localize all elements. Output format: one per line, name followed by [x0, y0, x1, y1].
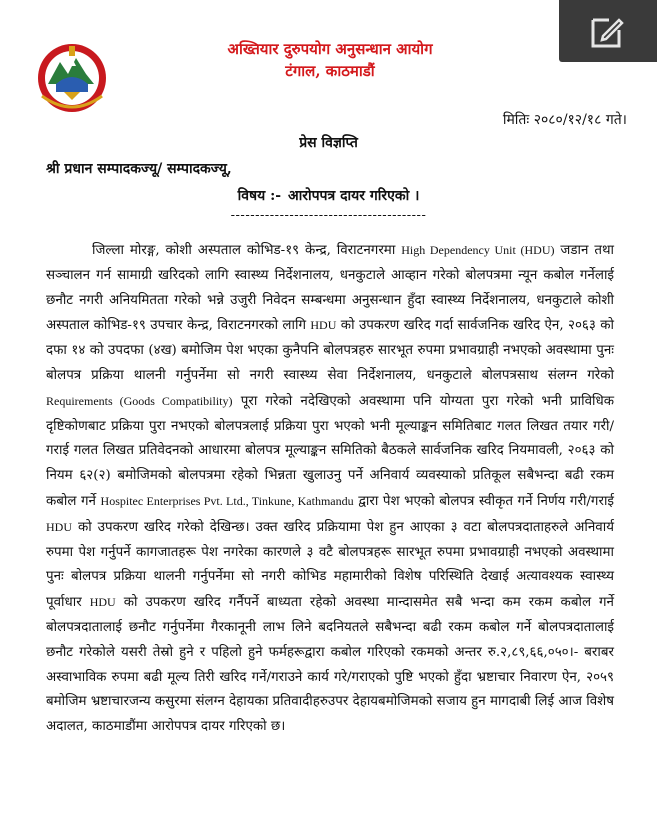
body-english-term: High Dependency Unit (HDU)	[401, 243, 555, 257]
edit-button[interactable]	[559, 0, 657, 62]
subject-line	[0, 186, 657, 205]
body-paragraph	[46, 238, 614, 740]
organization-name: अख्तियार दुरुपयोग अनुसन्धान आयोग	[227, 40, 433, 58]
organization-header	[200, 38, 460, 82]
nepal-emblem-icon	[34, 40, 110, 114]
subject-text: आरोपपत्र दायर गरिएको ।	[287, 188, 420, 204]
press-release-title: प्रेस विज्ञप्ति	[299, 135, 358, 151]
recipient-line: श्री प्रधान सम्पादकज्यू/ सम्पादकज्यू,	[46, 161, 232, 177]
organization-address: टंगाल, काठमाडौं	[285, 62, 375, 80]
document-date: मितिः २०८०/१२/१८ गते।	[502, 112, 627, 128]
body-segment: जडान तथा सञ्चालन गर्न सामाग्री खरिदको लागि स्वास्थ्य निर्देशनालय, धनकुटाले आव्हान गरेको बोलपत्रमा न्यून कबोल गर्नेलाई छनौट नगरी अनियमितता गरेको भन्ने उजुरी निवेदन सम्बन्धमा अनुसन्धान हुँदा स्वास्थ्य निर्देशनालय, धनकुटाले कोशी अस्पताल कोभिड-१९ उपचार केन्द्र, विराटनगरको लागि	[46, 243, 614, 334]
subject-label: विषय :-	[237, 188, 282, 204]
body-english-term: HDU	[46, 519, 72, 534]
body-segment: को उपकरण खरिद गर्दा सार्वजनिक खरिद ऐन, २०६३ को दफा १४ को उपदफा (४ख) बमोजिम पेश भएका कुनैपनि बोलपत्रहरु सारभूत रुपमा प्रभावग्राही नभएको अवस्थामा पुनः बोलपत्र प्रक्रिया थालनी गर्नुपर्नेमा सो नगरी स्वास्थ्य सेवा निर्देशनालय, धनकुटाले बोलपत्रसाथ संलग्न गरेको	[46, 318, 615, 383]
body-segment: को उपकरण खरिद गरेको देखिन्छ। उक्त खरिद प्रक्रियामा पेश हुन आएका ३ वटा बोलपत्रदाताहरुले अनिवार्य रुपमा पेश गर्नुपर्ने कागजातहरू पेश नगरेका कारणले ३ वटै बोलपत्रहरू सारभूत रुपमा प्रभावग्राही नभएको अवस्थामा पुनः बोलपत्र प्रक्रिया थालनी गर्नुपर्नेमा सो नगरी कोभिड महामारीको विशेष परिस्थिति देखाई अत्यावश्यक स्वास्थ्य पूर्वाधार	[46, 519, 614, 611]
body-segment: पूरा गरेको नदेखिएको अवस्थामा पनि योग्यता पुरा गरेको भनी प्राविधिक दृष्टिकोणबाट प्रक्रिया पुरा नभएको बोलपत्रलाई प्रक्रिया पुरा भएको भनी मूल्याङ्कन समितिबाट गलत लिखत तयार गरी/गराई गलत लिखत प्रतिवेदनको आधारमा बोलपत्र मूल्याङ्कन समितिको बैठकले सार्वजनिक खरिद नियमावली, २०६३ को नियम ६२(२) बमोजिमको बोलपत्रमा रहेको भिन्नता खुलाउनु पर्ने अनिवार्य व्यवस्याको प्रतिकूल सबैभन्दा बढी रकम कबोल गर्ने	[46, 393, 615, 509]
body-english-term: HDU	[310, 318, 337, 333]
body-english-term: Hospitec Enterprises Pvt. Ltd., Tinkune, Kathmandu	[100, 493, 354, 508]
edit-icon	[589, 14, 625, 50]
body-english-term: HDU	[89, 595, 116, 610]
divider-line: ----------------------------------------	[230, 208, 427, 223]
body-segment: को उपकरण खरिद गर्नैपर्ने बाध्यता रहेको अवस्था मान्दासमेत सबै भन्दा कम रकम कबोल गर्ने बोलपत्रदातालाई छनौट गर्नुपर्नेमा गैरकानूनी लाभ लिने बदनियतले सबैभन्दा बढी रकम कबोल गर्ने बोलपत्रदातालाई छनौट गरेकोले यसरी तेस्रो हुने र पहिलो हुने फर्महरूद्वारा कबोल गरिएको रकमको अन्तर रु.२,८९,६६,०५०।- बराबर अस्वाभाविक रुपमा बढी मूल्य तिरी खरिद गर्ने/गराउने कार्य गरे/गराएको पुष्टि भएको हुँदा भ्रष्टाचार निवारण ऐन, २०५९ बमोजिम भ्रष्टाचारजन्य कसुरमा संलग्न देहायका प्रतिवादीहरुउपर देहायबमोजिमको सजाय हुन मागदाबी लिई आज विशेष अदालत, काठमाडौंमा आरोपपत्र दायर गरिएको छ।	[46, 595, 614, 735]
body-segment: द्वारा पेश भएको बोलपत्र स्वीकृत गर्ने निर्णय गरी/गराई	[358, 493, 614, 509]
body-english-term: Requirements (Goods Compatibility)	[46, 393, 233, 408]
body-segment: जिल्ला मोरङ्ग, कोशी अस्पताल कोभिड-१९ केन्द्र, विराटनगरमा	[92, 243, 396, 258]
